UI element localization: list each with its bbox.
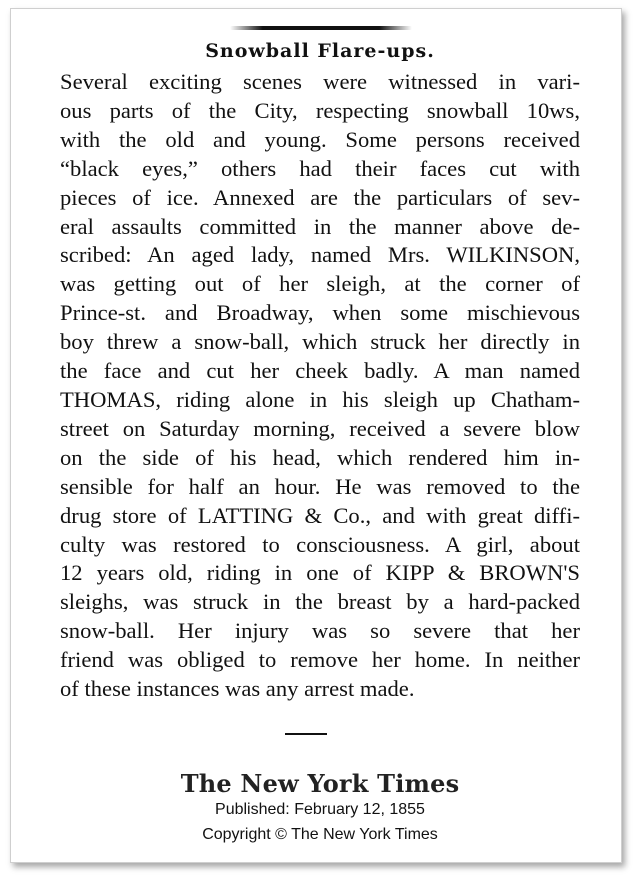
article-line: street on Saturday morning, received a severe blow — [60, 415, 580, 441]
article-line: THOMAS, riding alone in his sleigh up Chatham- — [60, 386, 580, 412]
article-line: “black eyes,” others had their faces cut with — [60, 155, 580, 181]
article-line: Several exciting scenes were witnessed in vari- — [60, 69, 580, 94]
article-line: boy threw a snow-ball, which struck her directly in — [60, 329, 580, 355]
article-line: snow-ball. Her injury was so severe that her — [60, 618, 580, 644]
article-line: Prince-st. and Broadway, when some mischievous — [60, 300, 580, 326]
published-date: Published: February 12, 1855 — [215, 801, 425, 818]
article-line: scribed: An aged lady, named Mrs. WILKINSON, — [60, 242, 580, 268]
article-line: 12 years old, riding in one of KIPP & BROWN'S — [60, 560, 580, 586]
article-line: culty was restored to consciousness. A girl, about — [60, 531, 580, 557]
top-rule — [230, 26, 412, 30]
article-headline: Snowball Flare-ups. — [205, 40, 435, 62]
article-line: pieces of ice. Annexed are the particulars of sev- — [60, 184, 580, 210]
article-body — [60, 68, 580, 704]
article-line: friend was obliged to remove her home. In neither — [60, 647, 580, 673]
end-rule — [285, 733, 327, 735]
article-line: eral assaults committed in the manner above de- — [60, 213, 580, 239]
article-line: with the old and young. Some persons received — [60, 126, 580, 152]
article-line: ous parts of the City, respecting snowball 10ws, — [60, 97, 580, 123]
article-line: of these instances was any arrest made. — [60, 676, 415, 702]
article-line: sensible for half an hour. He was removed to the — [60, 473, 580, 499]
nyt-masthead-logo: The New York Times — [180, 769, 460, 798]
article-line: drug store of LATTING & Co., and with great diffi- — [60, 502, 580, 528]
copyright-notice: Copyright © The New York Times — [202, 826, 438, 843]
article-line: on the side of his head, which rendered him in- — [60, 444, 580, 470]
article-line: sleighs, was struck in the breast by a hard-packed — [60, 589, 580, 615]
article-line: the face and cut her cheek badly. A man named — [60, 358, 580, 384]
article-line: was getting out of her sleigh, at the corner of — [60, 271, 580, 297]
